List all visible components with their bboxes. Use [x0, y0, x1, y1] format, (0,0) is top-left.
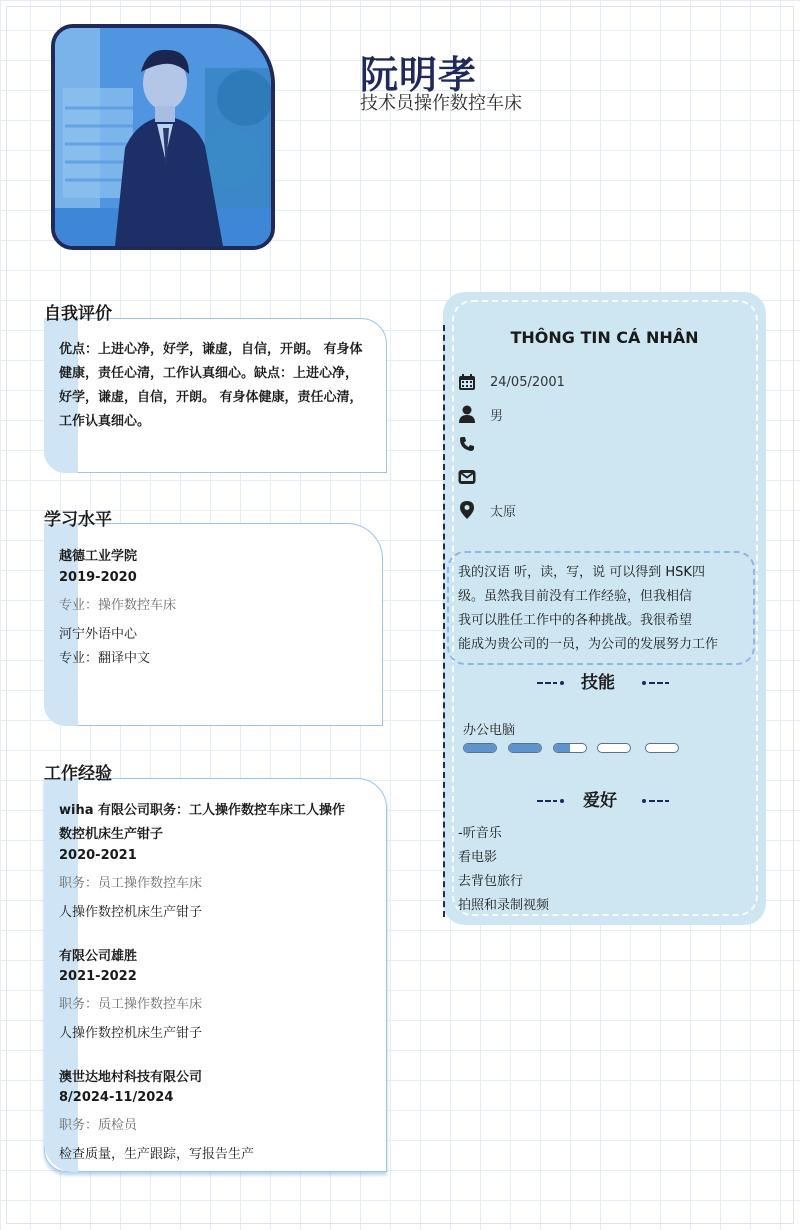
- school-name: 越德工业学院: [59, 549, 138, 564]
- card-left-divider: [443, 325, 445, 917]
- user-icon: [458, 405, 476, 423]
- job-description: 人操作数控机床生产钳子: [59, 905, 203, 920]
- skill-level-pill: [463, 743, 497, 753]
- phone-icon: [458, 435, 476, 453]
- location-row: [458, 500, 516, 520]
- envelope-icon: [458, 468, 476, 486]
- candidate-name: 阮明孝: [360, 53, 478, 97]
- personal-info-title: THÔNG TIN CÁ NHÂN: [510, 328, 699, 347]
- job-role: 职务：员工操作数控车床: [59, 997, 203, 1012]
- bio-line: 级。虽然我目前没有工作经验，但我相信: [458, 589, 693, 604]
- school-name-2: 河宁外语中心: [59, 627, 138, 642]
- bio-text: [458, 561, 750, 657]
- bio-line: 我可以胜任工作中的各种挑战。我很希望: [458, 613, 693, 628]
- job-company-line2: 数控机床生产钳子: [59, 827, 164, 842]
- hobby-item: 看电影: [458, 850, 498, 865]
- job-description: 人操作数控机床生产钳子: [59, 1026, 203, 1041]
- location-value: 太原: [490, 504, 517, 520]
- job-role: 职务：员工操作数控车床: [59, 876, 203, 891]
- profile-photo-image: [55, 28, 271, 246]
- skills-title: 技能: [581, 673, 615, 693]
- calendar-icon: [458, 373, 476, 391]
- education-period: 2019-2020: [59, 570, 137, 585]
- right-decoration-icon: [641, 798, 669, 804]
- education-title: 学习水平: [44, 510, 112, 530]
- education-major-2: 专业：翻译中文: [59, 651, 151, 666]
- self-evaluation-text: 优点：上进心净，好学，谦虚，自信，开朗。 有身体健康，责任心清，工作认真细心。缺点：上进心净，好学，谦虚，自信，开朗。 有身体健康，责任心清，工作认真细心。: [59, 342, 363, 429]
- birthday-row: [458, 372, 565, 392]
- experience-title: 工作经验: [44, 764, 112, 784]
- job-period: 2020-2021: [59, 848, 137, 863]
- skill-level-pill: [597, 743, 631, 753]
- job-company: 澳世达地村科技有限公司: [59, 1070, 203, 1085]
- skill-level-pill: [645, 743, 679, 753]
- left-decoration-icon: [537, 798, 565, 804]
- education-major: 专业：操作数控车床: [59, 598, 177, 613]
- job-period: 8/2024-11/2024: [59, 1090, 174, 1105]
- job-period: 2021-2022: [59, 969, 137, 984]
- job-title: 技术员操作数控车床: [360, 93, 522, 114]
- hobby-item: 拍照和录制视频: [458, 898, 550, 913]
- right-decoration-icon: [641, 680, 669, 686]
- job-description: 检查质量，生产跟踪，写报告生产: [59, 1147, 255, 1162]
- gender-value: 男: [490, 408, 504, 424]
- job-company: 有限公司雄胜: [59, 949, 138, 964]
- left-decoration-icon: [537, 680, 565, 686]
- birthday-value: 24/05/2001: [490, 374, 565, 390]
- profile-photo: [51, 24, 275, 250]
- email-row: [458, 467, 490, 487]
- map-pin-icon: [458, 501, 476, 519]
- gender-row: [458, 404, 503, 424]
- phone-row: [458, 434, 490, 454]
- hobby-item: 去背包旅行: [458, 874, 524, 889]
- hobby-item: -听音乐: [458, 826, 502, 841]
- bio-line: 能成为贵公司的一员，为公司的发展努力工作: [458, 637, 719, 652]
- hobbies-title: 爱好: [583, 791, 617, 811]
- skill-name: 办公电脑: [463, 723, 516, 738]
- bio-line: 我的汉语 听，读，写，说 可以得到 HSK四: [458, 565, 705, 580]
- skill-level-pill: [508, 743, 542, 753]
- skill-level-pill: [553, 743, 587, 753]
- job-role: 职务：质检员: [59, 1118, 138, 1133]
- self-evaluation-title: 自我评价: [44, 304, 112, 324]
- job-company: wiha 有限公司职务：工人操作数控车床工人操作: [59, 803, 346, 818]
